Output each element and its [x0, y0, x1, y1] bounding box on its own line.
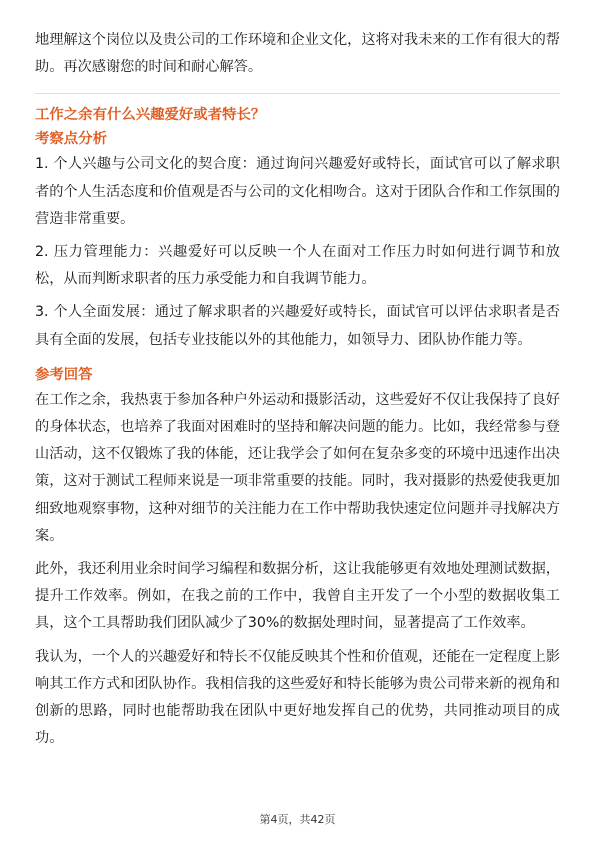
analysis-heading: 考察点分析: [35, 131, 107, 148]
analysis-point-2: 2. 压力管理能力：兴趣爱好可以反映一个人在面对工作压力时如何进行调节和放松，从而判断求职者的压力承受能力和自我调节能力。: [35, 244, 560, 288]
intro-paragraph-end: 地理解这个岗位以及贵公司的工作环境和企业文化，这将对我未来的工作有很大的帮助。再次感谢您的时间和耐心解答。: [35, 32, 560, 76]
analysis-point-1: 1. 个人兴趣与公司文化的契合度：通过询问兴趣爱好或特长，面试官可以了解求职者的个人生活态度和价值观是否与公司的文化相吻合。这对于团队合作和工作氛围的营造非常重要。: [35, 156, 560, 227]
page-content: [35, 27, 560, 758]
page-number-footer: 第4页，共42页: [259, 813, 336, 826]
answer-paragraph-3: 我认为，一个人的兴趣爱好和特长不仅能反映其个性和价值观，还能在一定程度上影响其工作方式和团队协作。我相信我的这些爱好和特长能够为贵公司带来新的视角和创新的思路，同时也能帮助我在团队中更好地发挥自己的优势，共同推动项目的成功。: [35, 648, 560, 747]
question-title: 工作之余有什么兴趣爱好或者特长？: [35, 107, 266, 124]
answer-heading: 参考回答: [35, 366, 93, 383]
answer-paragraph-2: 此外，我还利用业余时间学习编程和数据分析，这让我能够更有效地处理测试数据，提升工作效率。例如，在我之前的工作中，我曾自主开发了一个小型的数据收集工具，这个工具帮助我们团队减少了30%的数据处理时间，显著提高了工作效率。: [35, 561, 560, 632]
section-divider: [35, 93, 560, 94]
analysis-point-3: 3. 个人全面发展：通过了解求职者的兴趣爱好或特长，面试官可以评估求职者是否具有全面的发展，包括专业技能以外的其他能力，如领导力、团队协作能力等。: [35, 304, 560, 348]
answer-paragraph-1: 在工作之余，我热衷于参加各种户外运动和摄影活动，这些爱好不仅让我保持了良好的身体状态，也培养了我面对困难时的坚持和解决问题的能力。比如，我经常参与登山活动，这不仅锻炼了我的体能，还让我学会了如何在复杂多变的环境中迅速作出决策，这对于测试工程师来说是一项非常重要的技能。同时，我对摄影的热爱使我更加细致地观察事物，这种对细节的关注能力在工作中帮助我快速定位问题并寻找解决方案。: [35, 391, 560, 544]
